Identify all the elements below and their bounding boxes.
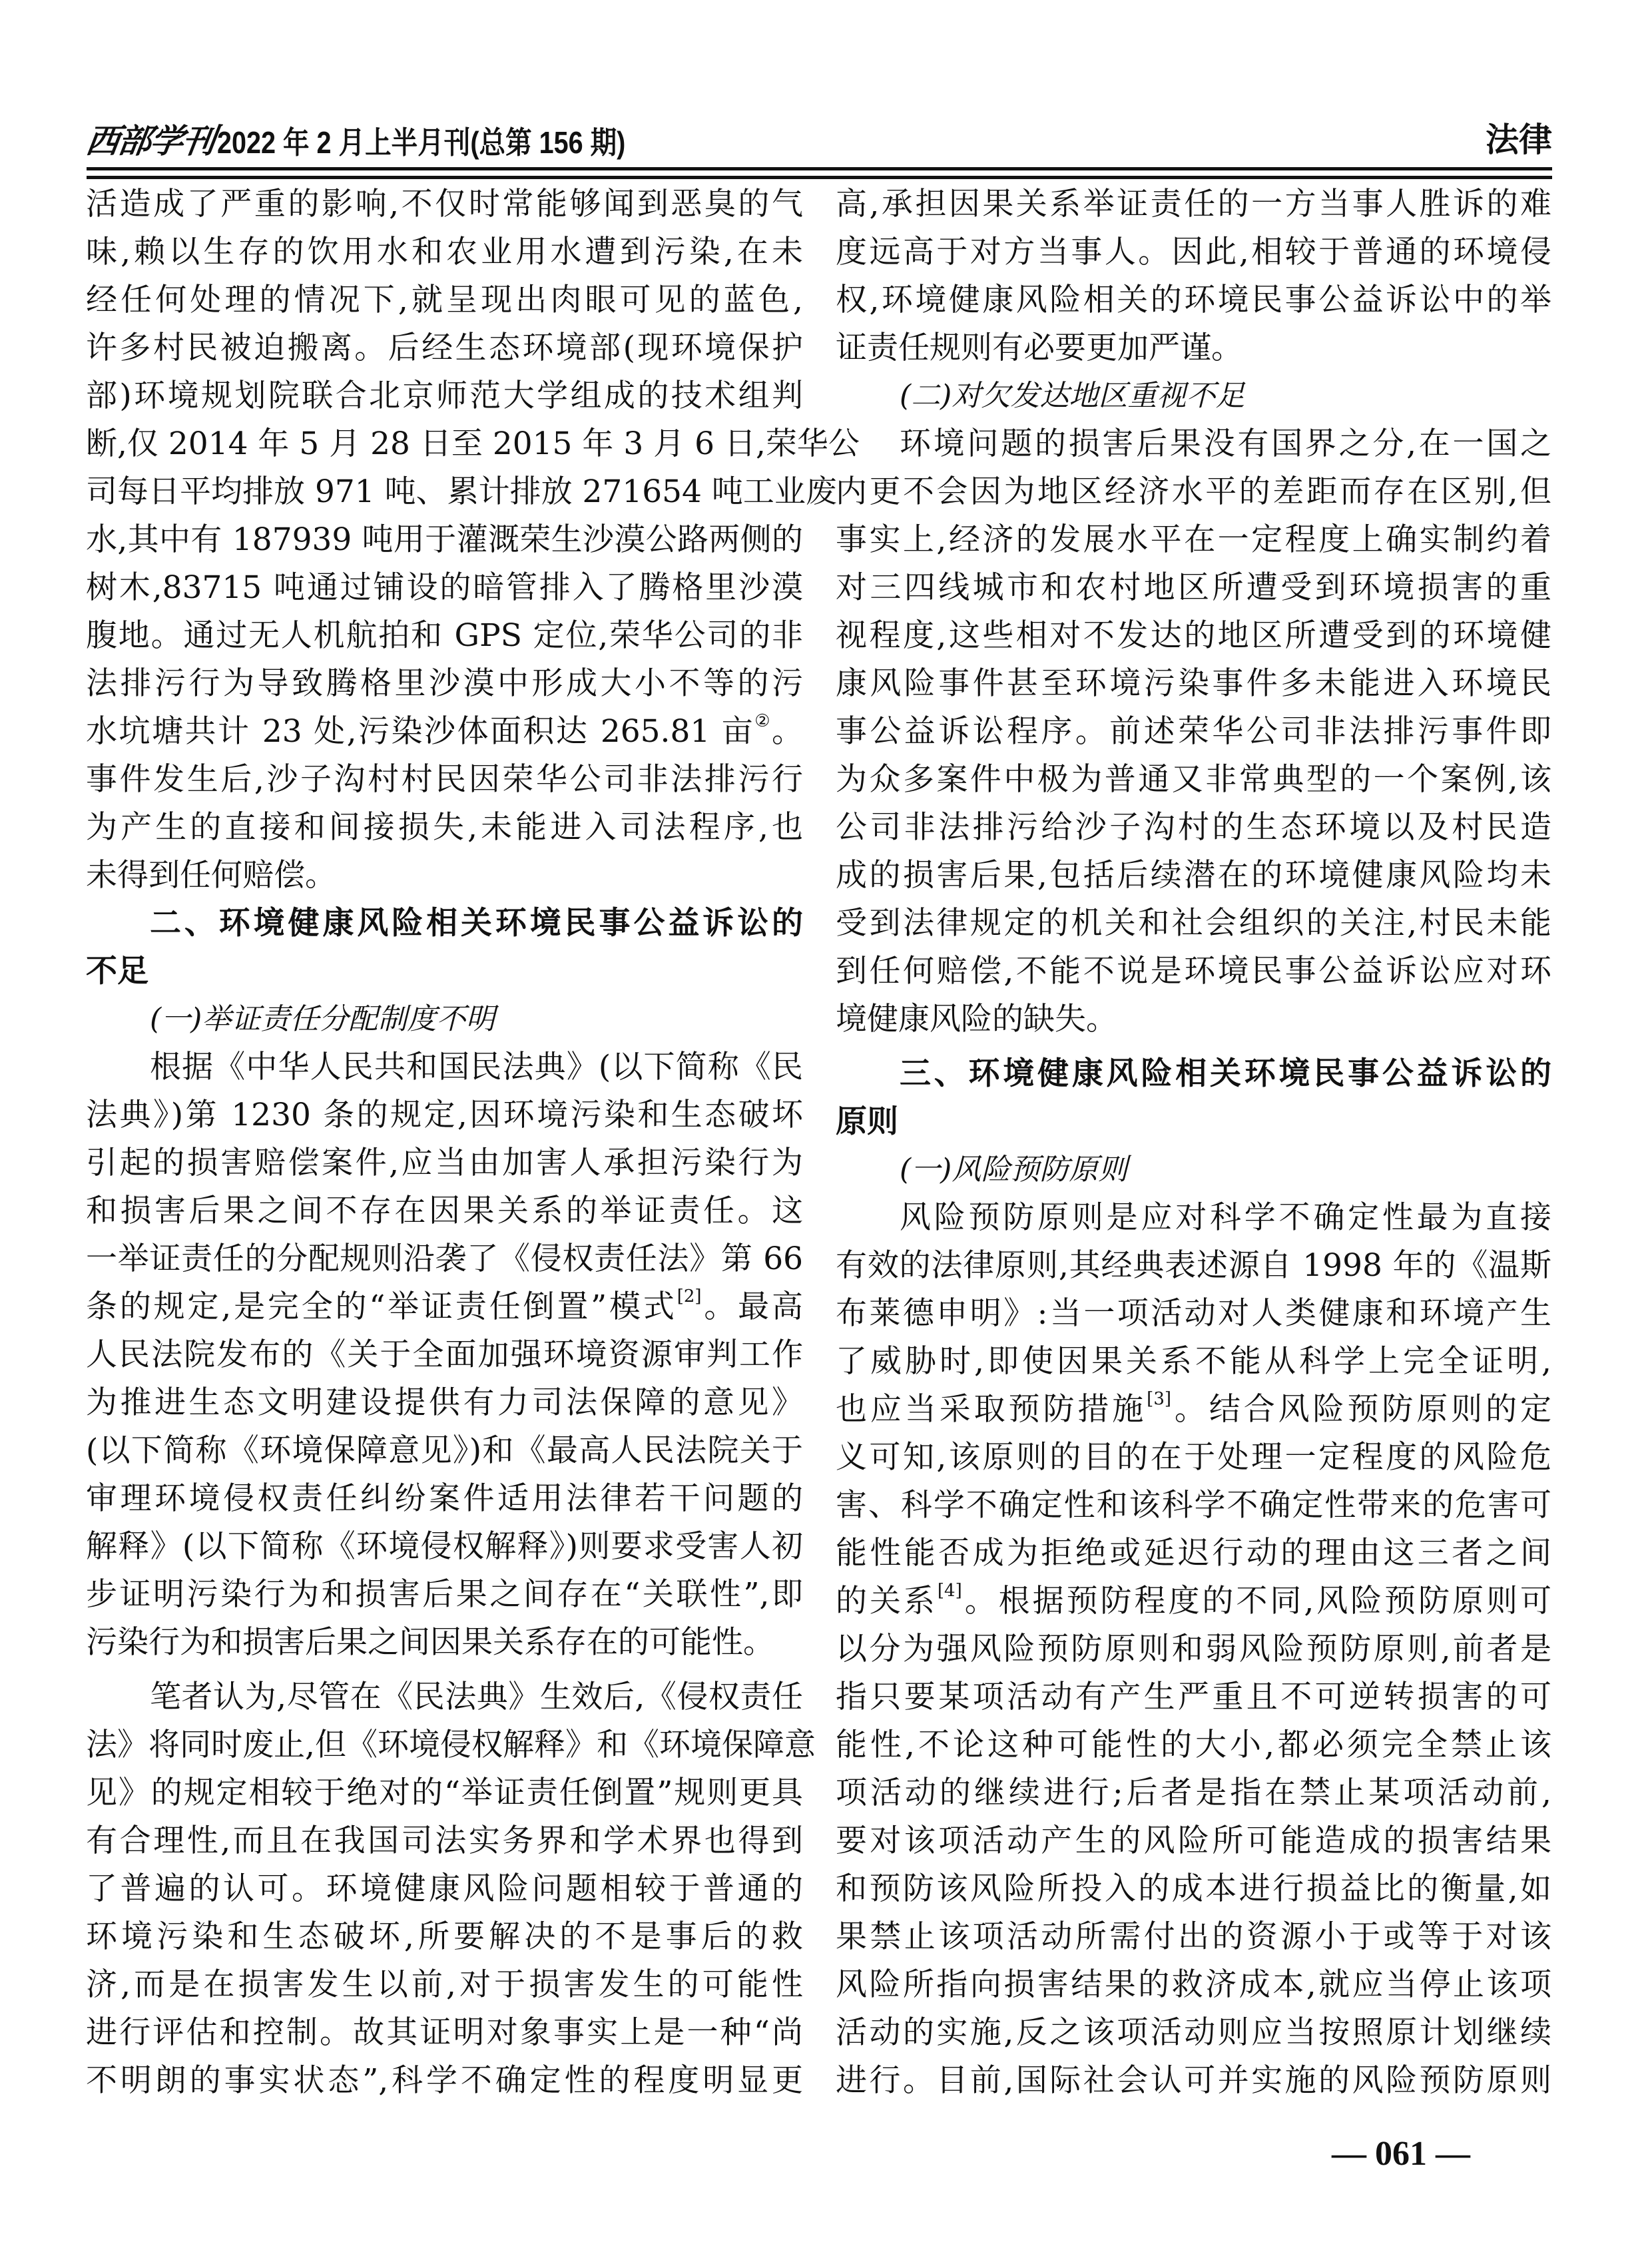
line-text: 项活动的继续进行;后者是指在禁止某项活动前, bbox=[836, 1775, 1551, 1811]
text-line bbox=[836, 1721, 1551, 1769]
line-text: 三、环境健康风险相关环境民事公益诉讼的 bbox=[900, 1055, 1551, 1092]
text-line bbox=[836, 948, 1551, 995]
line-text: 活动的实施,反之该项活动则应当按照原计划继续 bbox=[836, 2014, 1551, 2051]
text-line bbox=[836, 804, 1551, 852]
text-line bbox=[836, 1434, 1551, 1482]
line-text: 受到法律规定的机关和社会组织的关注,村民未能 bbox=[836, 905, 1551, 942]
text-line bbox=[86, 564, 803, 612]
line-text: 经任何处理的情况下,就呈现出肉眼可见的蓝色, bbox=[86, 282, 803, 318]
subsection-heading-line bbox=[836, 372, 1551, 420]
line-text: 许多村民被迫搬离。后经生态环境部(现环境保护 bbox=[86, 330, 803, 366]
text-line bbox=[86, 516, 803, 564]
line-text: 有效的法律原则,其经典表述源自 1998 年的《温斯 bbox=[836, 1247, 1551, 1284]
text-line bbox=[86, 1619, 803, 1667]
line-text: 内更不会因为地区经济水平的差距而存在区别,但 bbox=[836, 473, 1551, 510]
text-line bbox=[86, 1769, 803, 1817]
line-text: 根据《中华人民共和国民法典》(以下简称《民 bbox=[150, 1049, 803, 1085]
line-text: 康风险事件甚至环境污染事件多未能进入环境民 bbox=[836, 665, 1551, 702]
line-text: 不明朗的事实状态”,科学不确定性的程度明显更 bbox=[86, 2062, 803, 2099]
line-text: 以分为强风险预防原则和弱风险预防原则,前者是 bbox=[836, 1631, 1551, 1667]
text-line bbox=[86, 1961, 803, 2009]
line-text: 司每日平均排放 971 吨、累计排放 271654 吨工业废 bbox=[86, 473, 837, 510]
text-line bbox=[836, 660, 1551, 708]
text-line bbox=[836, 1338, 1551, 1386]
line-text: 和预防该风险所投入的成本进行损益比的衡量,如 bbox=[836, 1870, 1551, 1907]
text-line bbox=[836, 1386, 1551, 1434]
text-line bbox=[836, 1673, 1551, 1721]
text-line bbox=[86, 372, 803, 420]
text-line bbox=[836, 900, 1551, 948]
text-line bbox=[86, 612, 803, 660]
text-line bbox=[86, 468, 837, 516]
line-text: 不足 bbox=[86, 953, 148, 989]
text-line bbox=[86, 1379, 803, 1427]
line-text: 断,仅 2014 年 5 月 28 日至 2015 年 3 月 6 日,荣华公 bbox=[86, 425, 860, 462]
text-line bbox=[86, 180, 803, 228]
text-line bbox=[86, 276, 803, 324]
text-line bbox=[86, 1865, 803, 1913]
text-line bbox=[86, 756, 803, 804]
line-text: 公司非法排污给沙子沟村的生态环境以及村民造 bbox=[836, 809, 1551, 846]
footnote-reference: [2] bbox=[677, 1286, 702, 1306]
text-line bbox=[836, 1290, 1551, 1338]
text-line bbox=[836, 2057, 1551, 2105]
footnote-reference: [3] bbox=[1147, 1389, 1172, 1409]
text-line bbox=[836, 180, 1551, 228]
line-text: 进行。目前,国际社会认可并实施的风险预防原则 bbox=[836, 2062, 1551, 2099]
line-text: 引起的损害赔偿案件,应当由加害人承担污染行为 bbox=[86, 1145, 803, 1181]
line-text: 为产生的直接和间接损失,未能进入司法程序,也 bbox=[86, 809, 803, 846]
text-line bbox=[836, 1194, 1551, 1242]
line-text: 事公益诉讼程序。前述荣华公司非法排污事件即 bbox=[836, 713, 1551, 750]
line-text-continued: 。根据预防程度的不同,风险预防原则可 bbox=[962, 1583, 1551, 1619]
issue-info: 2022 年 2 月上半月刊(总第 156 期) bbox=[217, 125, 626, 160]
line-text: 环境问题的损害后果没有国界之分,在一国之 bbox=[900, 425, 1551, 462]
text-line bbox=[836, 852, 1551, 900]
line-text: 为推进生态文明建设提供有力司法保障的意见》 bbox=[86, 1384, 803, 1421]
line-text: 和损害后果之间不存在因果关系的举证责任。这 bbox=[86, 1193, 803, 1229]
text-line bbox=[86, 1913, 803, 1961]
line-text: (二)对欠发达地区重视不足 bbox=[900, 379, 1245, 413]
text-line bbox=[836, 1482, 1551, 1530]
line-text: 到任何赔偿,不能不说是环境民事公益诉讼应对环 bbox=[836, 953, 1551, 989]
header-rule-bottom bbox=[87, 176, 1552, 179]
line-text: 对三四线城市和农村地区所遭受到环境损害的重 bbox=[836, 569, 1551, 606]
line-text-continued: 。结合风险预防原则的定 bbox=[1171, 1391, 1552, 1428]
line-text: 了普遍的认可。环境健康风险问题相较于普通的 bbox=[86, 1870, 803, 1907]
text-line bbox=[836, 276, 1551, 324]
line-text: 成的损害后果,包括后续潜在的环境健康风险均未 bbox=[836, 857, 1551, 894]
line-text: 法典》)第 1230 条的规定,因环境污染和生态破坏 bbox=[86, 1097, 803, 1133]
line-text: 腹地。通过无人机航拍和 GPS 定位,荣华公司的非 bbox=[86, 617, 803, 654]
line-text-continued: 。 bbox=[772, 713, 803, 750]
line-text: 法排污行为导致腾格里沙漠中形成大小不等的污 bbox=[86, 665, 803, 702]
line-text: 指只要某项活动有产生严重且不可逆转损害的可 bbox=[836, 1679, 1551, 1715]
text-line bbox=[836, 324, 1551, 372]
line-text: 水,其中有 187939 吨用于灌溉荣生沙漠公路两侧的 bbox=[86, 521, 803, 558]
line-text: 污染行为和损害后果之间因果关系存在的可能性。 bbox=[86, 1624, 774, 1661]
left-column bbox=[86, 180, 860, 2105]
text-line bbox=[836, 420, 1551, 468]
text-line bbox=[86, 660, 803, 708]
line-text: 的关系 bbox=[836, 1583, 938, 1619]
line-text: 有合理性,而且在我国司法实务界和学术界也得到 bbox=[86, 1822, 803, 1859]
line-text: 水坑塘共计 23 处,污染沙体面积达 265.81 亩 bbox=[86, 713, 755, 750]
text-line bbox=[836, 564, 1551, 612]
text-line bbox=[86, 1427, 803, 1475]
line-text: 二、环境健康风险相关环境民事公益诉讼的 bbox=[150, 905, 803, 942]
line-text: 见》的规定相较于绝对的“举证责任倒置”规则更具 bbox=[86, 1775, 803, 1811]
text-line bbox=[836, 1865, 1551, 1913]
footnote-reference: ② bbox=[754, 711, 772, 731]
line-text-continued: 。最高 bbox=[701, 1288, 804, 1325]
line-text: 解释》(以下简称《环境侵权解释》)则要求受害人初 bbox=[86, 1528, 803, 1565]
line-text: 了威胁时,即使因果关系不能从科学上完全证明, bbox=[836, 1343, 1551, 1380]
text-line bbox=[86, 852, 803, 900]
line-text: 味,赖以生存的饮用水和农业用水遭到污染,在未 bbox=[86, 234, 803, 270]
text-line bbox=[86, 1235, 803, 1283]
line-text: 条的规定,是完全的“举证责任倒置”模式 bbox=[86, 1288, 677, 1325]
text-line bbox=[86, 2057, 803, 2105]
section-heading-line bbox=[836, 1098, 1551, 1146]
line-text: 布莱德申明》:当一项活动对人类健康和环境产生 bbox=[836, 1295, 1551, 1332]
line-text: 风险预防原则是应对科学不确定性最为直接 bbox=[900, 1199, 1551, 1236]
line-text: 环境污染和生态破坏,所要解决的不是事后的救 bbox=[86, 1918, 803, 1955]
line-text: 人民法院发布的《关于全面加强环境资源审判工作 bbox=[86, 1336, 803, 1373]
text-line bbox=[86, 1475, 803, 1523]
line-text: 害、科学不确定性和该科学不确定性带来的危害可 bbox=[836, 1487, 1551, 1524]
text-line bbox=[836, 468, 1551, 516]
text-line bbox=[836, 708, 1551, 756]
line-text: 境健康风险的缺失。 bbox=[836, 1001, 1117, 1037]
text-line bbox=[86, 228, 803, 276]
text-line bbox=[86, 1043, 803, 1091]
subsection-heading-line bbox=[86, 995, 803, 1043]
text-line bbox=[836, 995, 1551, 1043]
line-text: 事件发生后,沙子沟村村民因荣华公司非法排污行 bbox=[86, 761, 803, 798]
running-header bbox=[83, 112, 692, 162]
line-text: 进行评估和控制。故其证明对象事实上是一种“尚 bbox=[86, 2014, 803, 2051]
text-line bbox=[836, 1625, 1551, 1673]
text-line bbox=[836, 612, 1551, 660]
line-text: 未得到任何赔偿。 bbox=[86, 857, 336, 894]
line-text: 能性,不论这种可能性的大小,都必须完全禁止该 bbox=[836, 1727, 1551, 1763]
right-column bbox=[836, 180, 1551, 2105]
line-text: 度远高于对方当事人。因此,相较于普通的环境侵 bbox=[836, 234, 1551, 270]
header-rule-top bbox=[87, 167, 1552, 170]
text-line bbox=[86, 324, 803, 372]
text-line bbox=[836, 756, 1551, 804]
text-line bbox=[86, 1817, 803, 1865]
text-line bbox=[86, 1673, 803, 1721]
text-line bbox=[836, 1913, 1551, 1961]
line-text: 义可知,该原则的目的在于处理一定程度的风险危 bbox=[836, 1439, 1551, 1476]
text-line bbox=[86, 1721, 816, 1769]
text-line bbox=[86, 1571, 803, 1619]
line-text: 证责任规则有必要更加严谨。 bbox=[836, 330, 1242, 366]
footnote-reference: [4] bbox=[937, 1581, 962, 1601]
line-text: 为众多案件中极为普通又非常典型的一个案例,该 bbox=[836, 761, 1551, 798]
section-heading-line bbox=[86, 900, 803, 948]
line-text: (一)风险预防原则 bbox=[900, 1153, 1128, 1187]
text-line bbox=[86, 708, 803, 756]
text-line bbox=[836, 1817, 1551, 1865]
text-line bbox=[86, 1091, 803, 1139]
text-line bbox=[86, 1187, 803, 1235]
line-text: 能性能否成为拒绝或延迟行动的理由这三者之间 bbox=[836, 1535, 1551, 1571]
line-text: 果禁止该项活动所需付出的资源小于或等于对该 bbox=[836, 1918, 1551, 1955]
line-text: 一举证责任的分配规则沿袭了《侵权责任法》第 66 bbox=[86, 1241, 803, 1277]
line-text: 步证明污染行为和损害后果之间存在“关联性”,即 bbox=[86, 1576, 803, 1613]
line-text: 原则 bbox=[836, 1103, 898, 1140]
section-heading-line bbox=[86, 948, 803, 995]
text-line bbox=[836, 1530, 1551, 1577]
subsection-heading-line bbox=[836, 1146, 1551, 1194]
line-text: 高,承担因果关系举证责任的一方当事人胜诉的难 bbox=[836, 186, 1551, 222]
text-line bbox=[836, 1242, 1551, 1290]
line-text: 笔者认为,尽管在《民法典》生效后,《侵权责任 bbox=[150, 1679, 803, 1715]
journal-logo: 西部学刊 bbox=[83, 121, 217, 160]
line-text: 审理环境侵权责任纠纷案件适用法律若干问题的 bbox=[86, 1480, 803, 1517]
text-line bbox=[836, 228, 1551, 276]
text-line bbox=[836, 1577, 1551, 1625]
text-line bbox=[836, 2009, 1551, 2057]
text-line bbox=[86, 804, 803, 852]
line-text: (以下简称《环境保障意见》)和《最高人民法院关于 bbox=[86, 1432, 803, 1469]
section-label: 法律 bbox=[1486, 121, 1552, 158]
line-text: 部)环境规划院联合北京师范大学组成的技术组判 bbox=[86, 378, 803, 414]
line-text: 事实上,经济的发展水平在一定程度上确实制约着 bbox=[836, 521, 1551, 558]
text-line bbox=[836, 1961, 1551, 2009]
line-text: 风险所指向损害结果的救济成本,就应当停止该项 bbox=[836, 1966, 1551, 2003]
text-line bbox=[86, 1331, 803, 1379]
text-line bbox=[86, 1523, 803, 1571]
line-text: 要对该项活动产生的风险所可能造成的损害结果 bbox=[836, 1822, 1551, 1859]
text-line bbox=[836, 1769, 1551, 1817]
text-line bbox=[86, 1283, 803, 1331]
line-text: 权,环境健康风险相关的环境民事公益诉讼中的举 bbox=[836, 282, 1551, 318]
text-line bbox=[86, 2009, 803, 2057]
text-line bbox=[836, 516, 1551, 564]
line-text: (一)举证责任分配制度不明 bbox=[150, 1002, 495, 1036]
page-number: — 061 — bbox=[1332, 2135, 1470, 2173]
text-line bbox=[86, 420, 860, 468]
line-text: 法》将同时废止,但《环境侵权解释》和《环境保障意 bbox=[86, 1727, 816, 1763]
line-text: 树木,83715 吨通过铺设的暗管排入了腾格里沙漠 bbox=[86, 569, 803, 606]
section-heading-line bbox=[836, 1050, 1551, 1098]
text-line bbox=[86, 1139, 803, 1187]
line-text: 也应当采取预防措施 bbox=[836, 1391, 1147, 1428]
line-text: 活造成了严重的影响,不仅时常能够闻到恶臭的气 bbox=[86, 186, 803, 222]
line-text: 济,而是在损害发生以前,对于损害发生的可能性 bbox=[86, 1966, 803, 2003]
line-text: 视程度,这些相对不发达的地区所遭受到的环境健 bbox=[836, 617, 1551, 654]
